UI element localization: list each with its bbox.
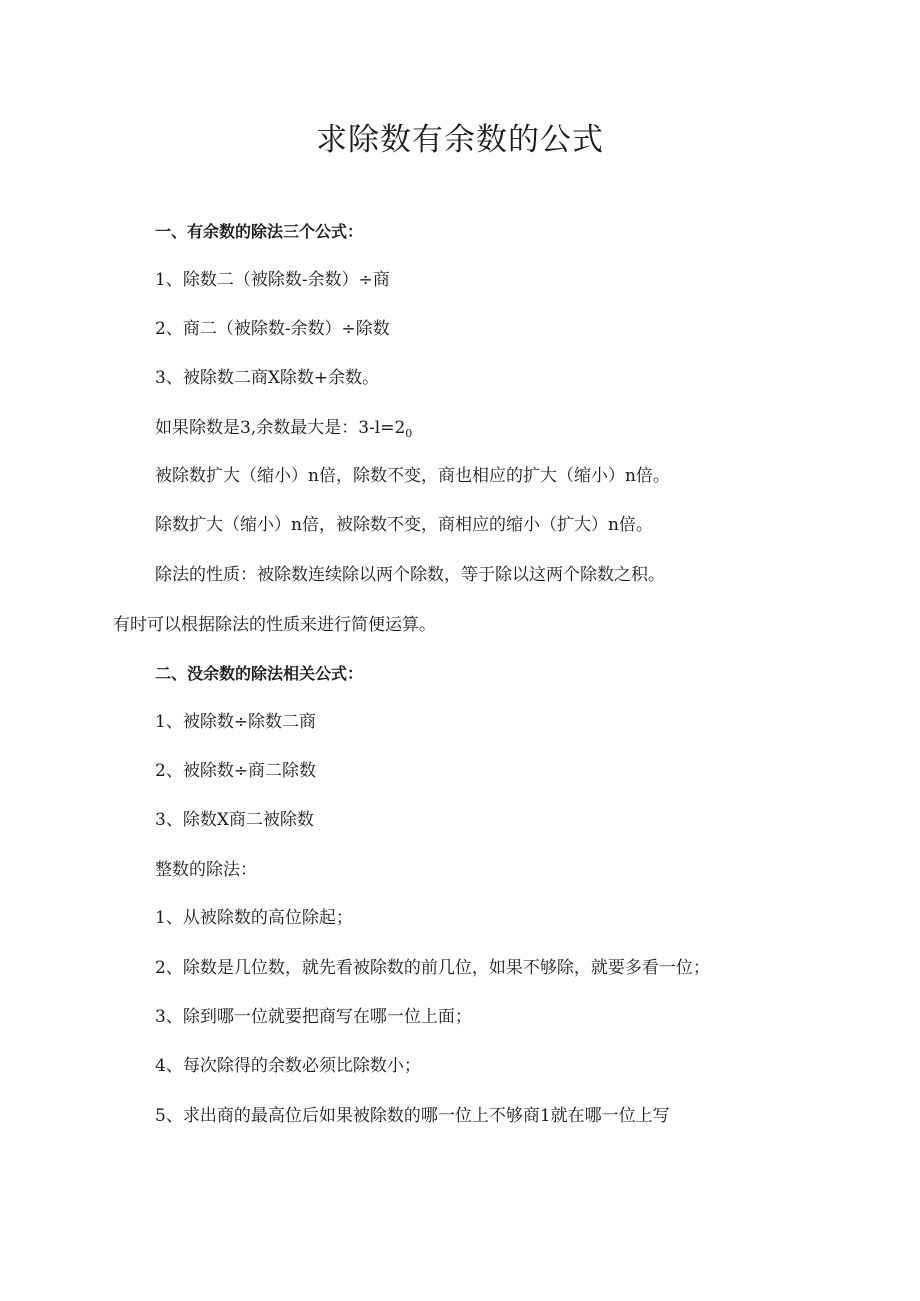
- max-remainder-text: 如果除数是3,余数最大是：3-l=2: [155, 418, 406, 438]
- integer-division-step-4: 4、每次除得的余数必须比除数小；: [155, 1056, 421, 1076]
- section2-formula-2: 2、被除数÷商二除数: [155, 761, 317, 781]
- section2-formula-3: 3、除数X商二被除数: [155, 810, 314, 830]
- section1-formula-2: 2、商二（被除数-余数）÷除数: [155, 319, 390, 339]
- section1-formula-1: 1、除数二（被除数-余数）÷商: [155, 270, 390, 290]
- max-remainder-line: [155, 414, 412, 448]
- division-property-line-2: 有时可以根据除法的性质来进行简便运算。: [113, 615, 436, 635]
- integer-division-step-5: 5、求出商的最高位后如果被除数的哪一位上不够商1就在哪一位上写: [155, 1106, 670, 1126]
- integer-division-step-2: 2、除数是几位数，就先看被除数的前几位，如果不够除，就要多看一位；: [155, 958, 710, 978]
- document-title: 求除数有余数的公式: [316, 122, 604, 158]
- scaling-rule-1: 被除数扩大（缩小）n倍，除数不变，商也相应的扩大（缩小）n倍。: [155, 466, 670, 486]
- integer-division-step-3: 3、除到哪一位就要把商写在哪一位上面；: [155, 1007, 472, 1027]
- section1-heading: 一、有余数的除法三个公式：: [155, 222, 364, 241]
- section2-heading: 二、没余数的除法相关公式：: [155, 664, 364, 683]
- max-remainder-subscript: 0: [405, 427, 413, 440]
- integer-division-step-1: 1、从被除数的高位除起；: [155, 908, 353, 928]
- scaling-rule-2: 除数扩大（缩小）n倍，被除数不变，商相应的缩小（扩大）n倍。: [155, 515, 653, 535]
- section3-heading: 整数的除法：: [155, 860, 257, 880]
- section2-formula-1: 1、被除数÷除数二商: [155, 712, 317, 732]
- section1-formula-3: 3、被除数二商X除数+余数。: [155, 368, 380, 388]
- division-property-line-1: 除法的性质：被除数连续除以两个除数，等于除以这两个除数之积。: [155, 565, 665, 585]
